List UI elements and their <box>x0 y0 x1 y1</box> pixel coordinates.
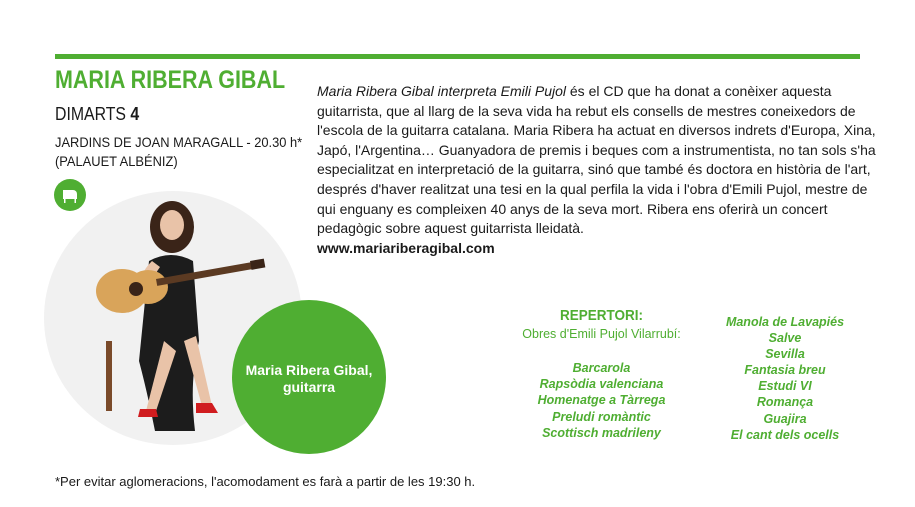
piano-icon <box>54 179 86 211</box>
venue-info <box>55 133 302 171</box>
footnote: *Per evitar aglomeracions, l'acomodament es farà a partir de les 19:30 h. <box>55 474 476 489</box>
event-day <box>55 104 139 125</box>
website-link[interactable]: www.mariariberagibal.com <box>317 239 495 256</box>
repertoire-title: REPERTORI: <box>559 307 643 324</box>
cd-title: Maria Ribera Gibal interpreta Emili Pujol <box>317 83 566 99</box>
description-body: és el CD que ha donat a conèixer aquesta guitarrista, que al llarg de la seva vida ha rebut els consells de mestres coneixedors de l'escola de la guitarra catalana. Maria Ribera ha actuat en diversos indrets d'Europa, Xina, Japó, l'Argentina… Guanyadora de premis i beques com a instrumentista, no tan sols s'ha especialitzat en interpretació de la guitarra, sinó que també és doctora en història de l'art, després d'haver realitzat una tesi en la qual perfila la vida i l'obra d'Emili Pujol, mestre de qui enguany es compleixen 40 anys de la seva mort. Ribera ens oferirà un concert pedagògic sobre aquest guitarrista lleidatà. <box>317 83 876 237</box>
photo-caption <box>232 362 386 396</box>
repertoire-item: Estudi VI <box>758 379 812 394</box>
repertoire-item: Rapsòdia valenciana <box>539 377 664 392</box>
repertoire-subtitle: Obres d'Emili Pujol Vilarrubí: <box>522 327 681 341</box>
repertoire-column-1 <box>505 360 698 441</box>
description-text <box>317 82 877 258</box>
top-accent-bar <box>55 54 860 59</box>
day-number: 4 <box>130 104 140 124</box>
repertoire-item: El cant dels ocells <box>730 427 840 442</box>
repertoire-item: Salve <box>768 331 802 346</box>
repertoire-item: Sevilla <box>765 347 805 362</box>
caption-line2: guitarra <box>282 379 336 395</box>
day-label: DIMARTS <box>55 104 127 124</box>
repertoire-column-2 <box>705 314 865 443</box>
repertoire-item: Romança <box>756 395 814 410</box>
caption-line1: Maria Ribera Gibal, <box>245 362 373 378</box>
venue-line2: (PALAUET ALBÉNIZ) <box>55 153 178 169</box>
repertoire-item: Fantasia breu <box>744 363 826 378</box>
venue-line1: JARDINS DE JOAN MARAGALL - 20.30 h* <box>55 134 303 150</box>
repertoire-item: Homenatge a Tàrrega <box>537 393 666 408</box>
repertoire-item: Scottisch madrileny <box>542 425 661 440</box>
repertoire-item: Preludi romàntic <box>552 409 651 424</box>
repertoire-item: Barcarola <box>572 361 631 375</box>
repertoire-item: Guajira <box>763 411 807 426</box>
repertoire-item: Manola de Lavapiés <box>725 315 845 329</box>
artist-name-title: MARIA RIBERA GIBAL <box>55 66 286 94</box>
caption-circle <box>232 300 386 454</box>
